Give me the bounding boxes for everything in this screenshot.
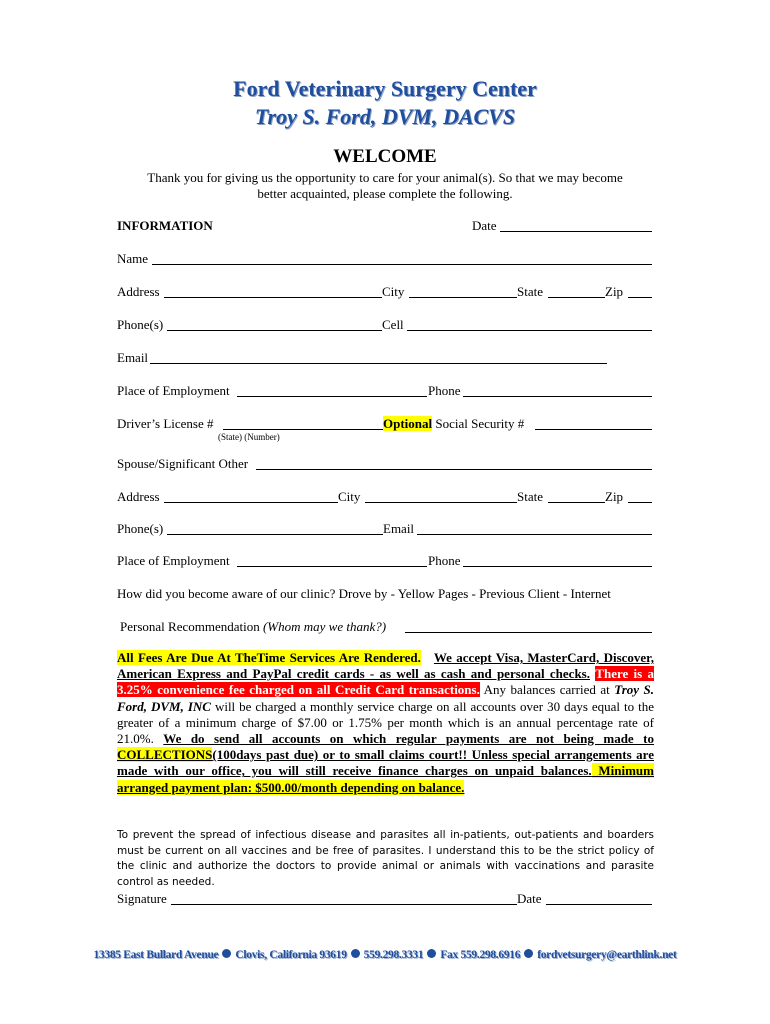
ssn-label-group (383, 415, 524, 433)
spouse-state-field[interactable] (548, 502, 605, 503)
phones-label: Phone(s) (117, 317, 164, 332)
spouse-address-label: Address (117, 489, 160, 504)
spouse-city-label: City (338, 489, 361, 504)
spouse-employment-phone-label: Phone (428, 553, 461, 568)
name-label: Name (117, 251, 149, 266)
balances-text: Any balances carried at (479, 682, 615, 698)
date-field[interactable] (500, 231, 652, 232)
signature-field[interactable] (171, 904, 517, 905)
bullet-icon (351, 949, 360, 958)
signature-label: Signature (117, 891, 167, 906)
email-field[interactable] (150, 363, 607, 364)
spouse-row (117, 455, 652, 473)
footer-phone: 559.298.3331 (363, 949, 424, 961)
address-field[interactable] (164, 297, 382, 298)
recommendation-text: Personal Recommendation (120, 619, 263, 634)
email-label: Email (117, 350, 149, 365)
convenience-fee-notice: There is a 3.25% convenience fee charged on all Credit Card transactions. (117, 666, 655, 698)
footer-city: Clovis, California 93619 (235, 949, 347, 961)
date-label: Date (472, 218, 497, 233)
aware-row (117, 585, 652, 603)
state-label: State (517, 284, 543, 299)
bullet-icon (524, 949, 533, 958)
welcome-heading: WELCOME (333, 146, 437, 167)
bullet-icon (427, 949, 436, 958)
license-label: Driver’s License # (117, 416, 214, 431)
spouse-employment-row (117, 552, 652, 570)
license-field[interactable] (223, 429, 383, 430)
collections-notice: We do send all accounts on which regular payments are not being made to COLLECTIONS(100days past due) or to small claims court!! Unless special arrangements are made with our office, you will still receive finance charges on unpaid balances. (117, 731, 654, 779)
intro-text (118, 170, 652, 202)
spouse-employment-phone-field[interactable] (463, 566, 652, 567)
disease-prevention-notice: To prevent the spread of infectious disease and parasites all in-patients, out-patients and boarders must be current on all vaccines and be free of parasites. I understand this to be the strict policy of the clinic and authorize the doctors to provide animal or animals with vaccinations and parasite control as needed. (117, 829, 654, 888)
intro-line-1: Thank you for giving us the opportunity to care for your animal(s). So that we may become (147, 170, 623, 185)
accepted-payments: We accept Visa, MasterCard, Discover, American Express and PayPal credit cards - as well as cash and personal checks. (117, 650, 654, 682)
zip-label: Zip (605, 284, 624, 299)
information-row (117, 217, 652, 235)
fees-due-notice: All Fees Are Due At TheTime Services Are Rendered. (117, 650, 421, 665)
spouse-phone-row (117, 520, 652, 538)
spouse-address-field[interactable] (164, 502, 338, 503)
spouse-field[interactable] (256, 469, 652, 470)
aware-question: How did you become aware of our clinic? Drove by - Yellow Pages - Previous Client - Internet (117, 586, 611, 601)
email-row (117, 349, 652, 367)
employment-field[interactable] (237, 396, 427, 397)
spouse-phones-field[interactable] (167, 534, 383, 535)
ssn-field[interactable] (535, 429, 652, 430)
phone-row (117, 316, 652, 334)
license-row (117, 415, 652, 433)
spouse-address-row (117, 488, 652, 506)
spouse-email-label: Email (383, 521, 415, 536)
address-label: Address (117, 284, 160, 299)
license-hint: (State) (Number) (218, 432, 280, 442)
footer-address: 13385 East Bullard Avenue (93, 949, 219, 961)
employment-phone-field[interactable] (463, 396, 652, 397)
payment-policy (117, 650, 654, 796)
footer-email[interactable]: fordvetsurgery@earthlink.net (537, 949, 677, 961)
footer-fax: Fax 559.298.6916 (440, 949, 521, 961)
optional-tag: Optional (383, 416, 433, 431)
spouse-city-field[interactable] (365, 502, 517, 503)
recommendation-field[interactable] (405, 632, 652, 633)
employment-label: Place of Employment (117, 383, 230, 398)
address-row (117, 283, 652, 301)
cell-field[interactable] (407, 330, 652, 331)
name-field[interactable] (152, 264, 652, 265)
doctor-name: Troy S. Ford, DVM, DACVS (254, 104, 516, 129)
spouse-employment-label: Place of Employment (117, 553, 230, 568)
minimum-payment-plan: Minimum arranged payment plan: $500.00/month depending on balance. (117, 763, 654, 795)
collections-highlight: COLLECTIONS (117, 747, 213, 763)
spouse-state-label: State (517, 489, 543, 504)
employment-phone-label: Phone (428, 383, 461, 398)
employment-row (117, 382, 652, 400)
recommendation-label (120, 618, 386, 636)
footer-contact (0, 949, 770, 961)
state-field[interactable] (548, 297, 605, 298)
spouse-zip-field[interactable] (628, 502, 652, 503)
signature-date-label: Date (517, 891, 542, 906)
company-name: Troy S. Ford, DVM, INC (117, 682, 654, 714)
ssn-label: Social Security # (432, 416, 525, 431)
whom-text: (Whom may we thank?) (262, 619, 387, 634)
zip-field[interactable] (628, 297, 652, 298)
spouse-email-field[interactable] (417, 534, 652, 535)
spouse-employment-field[interactable] (237, 566, 427, 567)
intro-line-2: better acquainted, please complete the following. (257, 186, 513, 201)
clinic-name: Ford Veterinary Surgery Center (233, 76, 537, 101)
cell-label: Cell (382, 317, 404, 332)
information-heading: INFORMATION (117, 218, 213, 233)
signature-date-field[interactable] (546, 904, 652, 905)
city-field[interactable] (409, 297, 517, 298)
spouse-label: Spouse/Significant Other (117, 456, 249, 471)
service-charge-text: will be charged a monthly service charge on all accounts over 30 days equal to the greater of a minimum charge of $7.00 or 1.75% per month which is an annual percentage rate of 21.0%. (117, 698, 654, 747)
spouse-zip-label: Zip (605, 489, 624, 504)
recommendation-row (117, 618, 652, 636)
bullet-icon (222, 949, 231, 958)
phones-field[interactable] (167, 330, 382, 331)
name-row (117, 250, 652, 268)
city-label: City (382, 284, 405, 299)
spouse-phones-label: Phone(s) (117, 521, 164, 536)
signature-row (117, 890, 652, 908)
